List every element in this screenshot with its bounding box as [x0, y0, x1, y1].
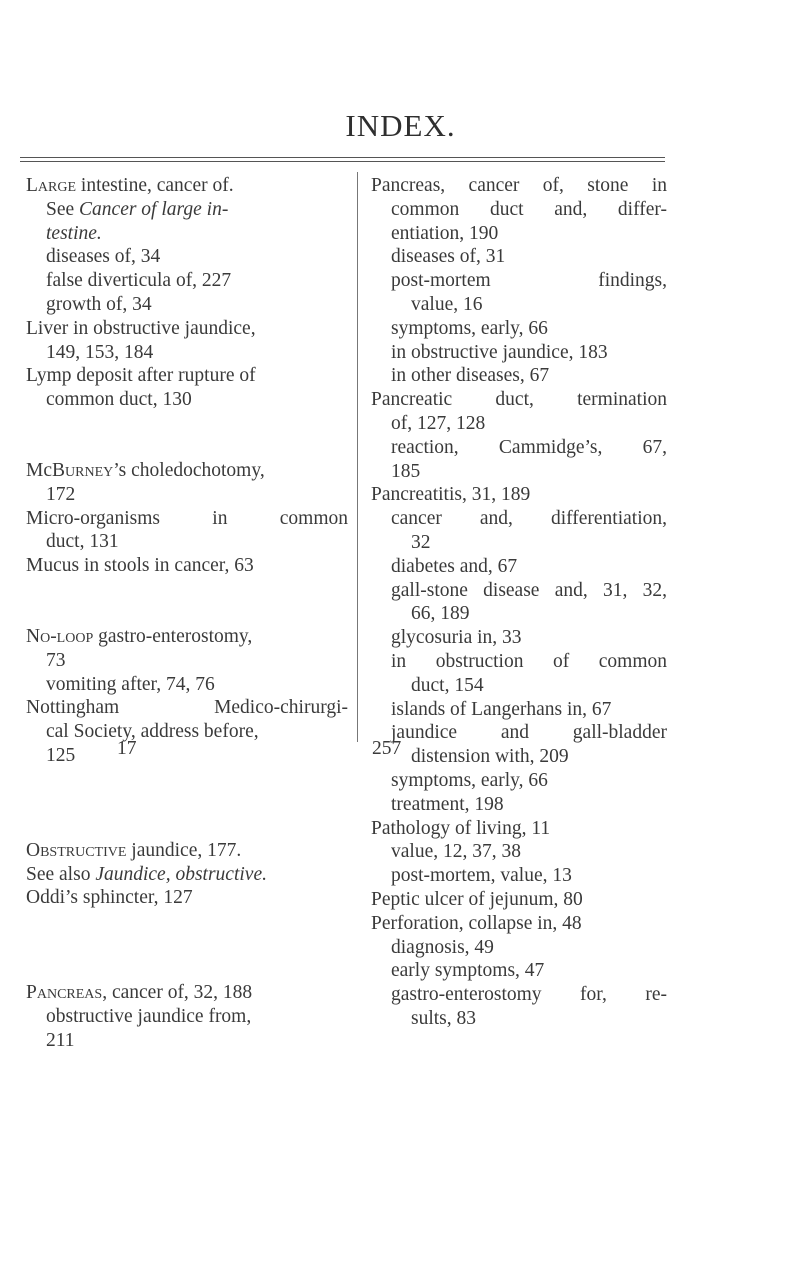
index-subentry: symptoms, early, 66 [391, 769, 548, 791]
index-subentry: islands of Langerhans in, 67 [391, 698, 612, 720]
entry-text: intestine, cancer of. [76, 175, 234, 196]
index-entry: Liver in obstructive jaundice, [26, 317, 256, 339]
index-subentry: vomiting after, 74, 76 [46, 673, 215, 695]
index-entry-continuation: of, 127, 128 [391, 412, 486, 434]
index-entry [26, 459, 348, 483]
entry-cross-reference: testine. [46, 222, 102, 244]
index-subentry: false diverticula of, 227 [46, 270, 232, 292]
index-entry-continuation: cal Society, address before, [46, 721, 259, 743]
index-entry-continuation: 32 [411, 531, 431, 553]
index-entry [26, 625, 348, 649]
index-subentry: symptoms, early, 66 [391, 317, 548, 339]
index-entry [26, 198, 348, 222]
index-subentry: jaundice and gall-bladder [391, 722, 667, 744]
entry-cross-reference: Cancer of large in- [79, 198, 229, 220]
entry-text: Mc [26, 459, 52, 481]
index-entry [26, 839, 348, 863]
index-subentry: post-mortem findings, [391, 270, 667, 292]
index-entry-continuation: duct, 154 [411, 674, 484, 696]
index-subentry: gastro-enterostomy for, re- [391, 984, 667, 1006]
index-column-right [371, 174, 667, 1031]
index-entry-continuation: sults, 83 [411, 1007, 477, 1029]
index-subentry: reaction, Cammidge’s, 67, [391, 436, 667, 458]
index-entry-continuation: common duct, 130 [46, 389, 192, 411]
entry-headword: No-loop [26, 625, 94, 647]
index-entry: Pancreatic duct, termination [371, 389, 667, 411]
index-entry-continuation: value, 16 [411, 293, 483, 315]
index-subentry: diagnosis, 49 [391, 936, 494, 958]
index-entry-continuation: 149, 153, 184 [46, 341, 154, 363]
entry-cross-reference: Jaundice, obstructive. [95, 863, 267, 885]
index-entry: Oddi’s sphincter, 127 [26, 887, 193, 909]
index-entry: Perforation, collapse in, 48 [371, 912, 582, 934]
entry-text: , cancer of, 32, 188 [102, 982, 253, 1004]
index-column-left [26, 174, 348, 1053]
entry-text: jaundice, 177. [126, 839, 242, 861]
column-divider [357, 172, 358, 742]
index-entry-continuation: 172 [46, 483, 76, 505]
index-entry: Pathology of living, 11 [371, 817, 551, 839]
index-subentry: obstructive jaundice from, [46, 1005, 252, 1027]
index-subentry: diseases of, 34 [46, 246, 161, 268]
index-subentry: treatment, 198 [391, 793, 504, 815]
entry-headword: Large [26, 175, 77, 196]
index-entry [26, 174, 348, 198]
index-subentry: glycosuria in, 33 [391, 627, 522, 649]
index-entry-continuation: common duct and, differ- [391, 198, 667, 220]
index-entry [26, 863, 348, 887]
entry-text: See also [26, 863, 96, 885]
index-entry-continuation: 185 [391, 460, 421, 482]
index-subentry: early symptoms, 47 [391, 960, 545, 982]
entry-text: gastro-enterostomy, [93, 625, 253, 647]
index-subentry: post-mortem, value, 13 [391, 865, 572, 887]
index-subentry: gall-stone disease and, 31, 32, [391, 579, 667, 601]
index-subentry: cancer and, differentiation, [391, 508, 667, 530]
index-entry: Peptic ulcer of jejunum, 80 [371, 888, 583, 910]
index-entry [26, 981, 348, 1005]
index-subentry: in other diseases, 67 [391, 365, 550, 387]
index-entry-continuation: 211 [46, 1029, 75, 1051]
index-entry: Nottingham Medico-chirurgi- [26, 697, 348, 719]
index-subentry: diabetes and, 67 [391, 555, 518, 577]
index-entry-continuation: duct, 131 [46, 531, 119, 553]
page-title: INDEX. [345, 108, 456, 143]
header-rule-top [20, 157, 665, 158]
index-entry: Pancreatitis, 31, 189 [371, 484, 531, 506]
index-entry: Micro-organisms in common [26, 507, 348, 529]
index-subentry: in obstructive jaundice, 183 [391, 341, 608, 363]
entry-headword: Pancreas [26, 982, 103, 1004]
header-rule-bottom [20, 161, 665, 162]
entry-text: See [46, 198, 80, 220]
index-entry-continuation: 66, 189 [411, 603, 470, 625]
entry-text: ’s choledochotomy, [113, 459, 265, 481]
index-subentry: diseases of, 31 [391, 246, 506, 268]
index-entry-continuation: 125 [46, 744, 76, 766]
folio-right: 257 [372, 738, 402, 759]
index-entry-continuation: 73 [46, 649, 66, 671]
entry-headword: Obstructive [26, 839, 127, 861]
index-subentry: growth of, 34 [46, 293, 152, 315]
index-entry: Lymp deposit after rupture of [26, 365, 256, 387]
index-entry: Mucus in stools in cancer, 63 [26, 555, 254, 577]
folio-left: 17 [117, 738, 137, 759]
index-subentry: value, 12, 37, 38 [391, 841, 521, 863]
index-entry [26, 222, 348, 246]
index-entry-continuation: distension with, 209 [411, 746, 569, 768]
entry-headword: Burney [52, 459, 114, 481]
index-entry: Pancreas, cancer of, stone in [371, 175, 667, 196]
index-entry-continuation: entiation, 190 [391, 222, 499, 244]
index-subentry: in obstruction of common [391, 650, 667, 672]
